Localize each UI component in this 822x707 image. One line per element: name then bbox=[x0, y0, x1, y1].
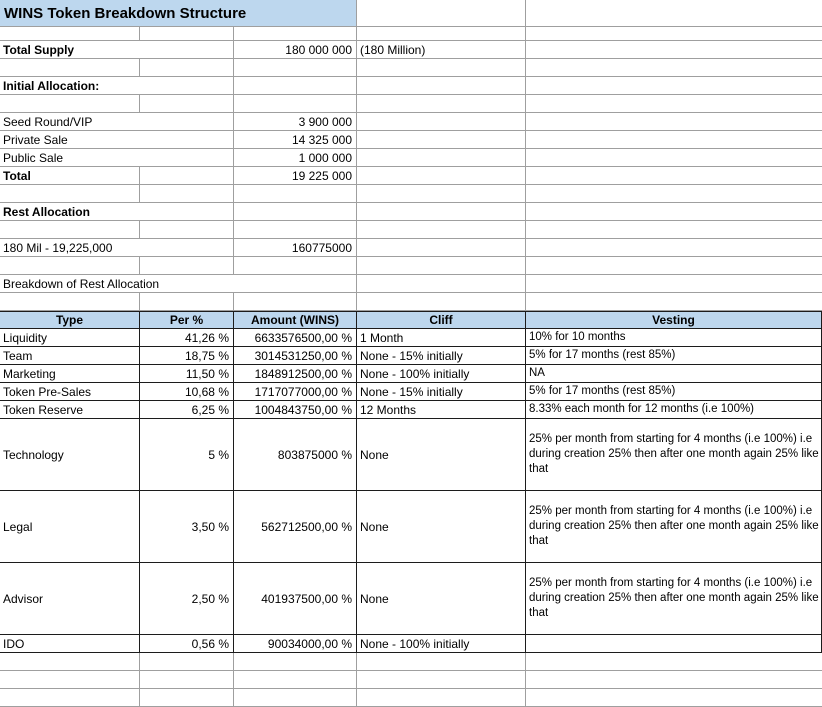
empty-cell[interactable] bbox=[526, 59, 822, 76]
public-sale-row bbox=[0, 149, 822, 167]
empty-cell[interactable] bbox=[234, 221, 357, 238]
seed-round-row bbox=[0, 113, 822, 131]
table-row bbox=[0, 563, 822, 635]
empty-row bbox=[0, 671, 822, 689]
rest-calc-row bbox=[0, 239, 822, 257]
per-cell[interactable]: 6,25 % bbox=[140, 401, 234, 418]
empty-cell[interactable] bbox=[0, 671, 140, 688]
cliff-cell[interactable]: None bbox=[357, 563, 526, 634]
breakdown-label[interactable]: Breakdown of Rest Allocation bbox=[0, 275, 357, 292]
type-cell[interactable]: Token Pre-Sales bbox=[0, 383, 140, 400]
empty-cell[interactable] bbox=[526, 41, 822, 58]
vesting-cell[interactable]: 25% per month from starting for 4 months (i.e 100%) i.e during creation 25% then after one month again 25% like that bbox=[526, 563, 822, 634]
per-cell[interactable]: 3,50 % bbox=[140, 491, 234, 562]
empty-cell[interactable] bbox=[526, 221, 822, 238]
per-cell[interactable]: 18,75 % bbox=[140, 347, 234, 364]
empty-cell[interactable] bbox=[357, 275, 526, 292]
per-cell[interactable]: 11,50 % bbox=[140, 365, 234, 382]
empty-cell[interactable] bbox=[357, 59, 526, 76]
empty-cell[interactable] bbox=[234, 203, 357, 220]
empty-cell[interactable] bbox=[0, 95, 140, 112]
empty-cell[interactable] bbox=[357, 689, 526, 706]
empty-cell[interactable] bbox=[234, 293, 357, 310]
empty-cell[interactable] bbox=[234, 653, 357, 670]
empty-row bbox=[0, 59, 822, 77]
type-cell[interactable]: Advisor bbox=[0, 563, 140, 634]
vesting-cell[interactable] bbox=[526, 635, 822, 652]
empty-cell[interactable] bbox=[0, 59, 140, 76]
empty-cell[interactable] bbox=[0, 185, 140, 202]
empty-cell[interactable] bbox=[234, 185, 357, 202]
cliff-cell[interactable]: None bbox=[357, 491, 526, 562]
empty-cell[interactable] bbox=[357, 257, 526, 274]
cliff-cell[interactable]: None - 15% initially bbox=[357, 383, 526, 400]
empty-cell[interactable] bbox=[357, 185, 526, 202]
empty-cell[interactable] bbox=[140, 27, 234, 40]
empty-cell[interactable] bbox=[0, 689, 140, 706]
cliff-cell[interactable]: 1 Month bbox=[357, 329, 526, 346]
empty-cell[interactable] bbox=[526, 653, 822, 670]
empty-cell[interactable] bbox=[526, 0, 822, 26]
type-cell[interactable]: Marketing bbox=[0, 365, 140, 382]
public-sale-label[interactable]: Public Sale bbox=[0, 149, 234, 166]
empty-cell[interactable] bbox=[140, 95, 234, 112]
amount-cell[interactable]: 1848912500,00 % bbox=[234, 365, 357, 382]
empty-cell[interactable] bbox=[526, 185, 822, 202]
empty-cell[interactable] bbox=[0, 653, 140, 670]
empty-cell[interactable] bbox=[526, 95, 822, 112]
empty-cell[interactable] bbox=[0, 27, 140, 40]
empty-cell[interactable] bbox=[140, 167, 234, 184]
empty-cell[interactable] bbox=[526, 275, 822, 292]
table-header-row bbox=[0, 311, 822, 329]
empty-row bbox=[0, 293, 822, 311]
table-row bbox=[0, 347, 822, 365]
cliff-cell[interactable]: None - 100% initially bbox=[357, 365, 526, 382]
empty-cell[interactable] bbox=[0, 293, 140, 310]
empty-cell[interactable] bbox=[357, 149, 526, 166]
empty-cell[interactable] bbox=[357, 221, 526, 238]
empty-cell[interactable] bbox=[357, 239, 526, 256]
amount-cell[interactable]: 1717077000,00 % bbox=[234, 383, 357, 400]
amount-cell[interactable]: 803875000 % bbox=[234, 419, 357, 490]
header-cliff[interactable]: Cliff bbox=[357, 312, 526, 328]
per-cell[interactable]: 2,50 % bbox=[140, 563, 234, 634]
vesting-cell[interactable]: 5% for 17 months (rest 85%) bbox=[526, 347, 822, 364]
allocation-table bbox=[0, 311, 822, 653]
empty-row bbox=[0, 95, 822, 113]
cliff-cell[interactable]: 12 Months bbox=[357, 401, 526, 418]
empty-cell[interactable] bbox=[234, 27, 357, 40]
initial-allocation-row bbox=[0, 77, 822, 95]
table-row bbox=[0, 365, 822, 383]
total-supply-note[interactable]: (180 Million) bbox=[357, 41, 526, 58]
empty-cell[interactable] bbox=[526, 239, 822, 256]
initial-allocation-label[interactable]: Initial Allocation: bbox=[0, 77, 234, 94]
empty-row bbox=[0, 689, 822, 707]
seed-round-value[interactable]: 3 900 000 bbox=[234, 113, 357, 130]
empty-cell[interactable] bbox=[234, 95, 357, 112]
empty-cell[interactable] bbox=[357, 95, 526, 112]
table-row bbox=[0, 329, 822, 347]
header-amount[interactable]: Amount (WINS) bbox=[234, 312, 357, 328]
empty-row bbox=[0, 257, 822, 275]
initial-total-row bbox=[0, 167, 822, 185]
empty-row bbox=[0, 185, 822, 203]
empty-cell[interactable] bbox=[526, 671, 822, 688]
per-cell[interactable]: 0,56 % bbox=[140, 635, 234, 652]
empty-cell[interactable] bbox=[526, 27, 822, 40]
cliff-cell[interactable]: None bbox=[357, 419, 526, 490]
empty-cell[interactable] bbox=[234, 257, 357, 274]
empty-cell[interactable] bbox=[0, 221, 140, 238]
empty-cell[interactable] bbox=[526, 113, 822, 130]
per-cell[interactable]: 41,26 % bbox=[140, 329, 234, 346]
total-supply-label[interactable]: Total Supply bbox=[0, 41, 234, 58]
rest-allocation-label[interactable]: Rest Allocation bbox=[0, 203, 234, 220]
seed-round-label[interactable]: Seed Round/VIP bbox=[0, 113, 234, 130]
table-row bbox=[0, 401, 822, 419]
initial-total-value[interactable]: 19 225 000 bbox=[234, 167, 357, 184]
empty-cell[interactable] bbox=[234, 671, 357, 688]
vesting-cell[interactable]: 10% for 10 months bbox=[526, 329, 822, 346]
rest-allocation-row bbox=[0, 203, 822, 221]
empty-cell[interactable] bbox=[526, 131, 822, 148]
empty-cell[interactable] bbox=[140, 293, 234, 310]
private-sale-label[interactable]: Private Sale bbox=[0, 131, 234, 148]
type-cell[interactable]: Liquidity bbox=[0, 329, 140, 346]
total-supply-row bbox=[0, 41, 822, 59]
cliff-cell[interactable]: None - 15% initially bbox=[357, 347, 526, 364]
empty-cell[interactable] bbox=[140, 671, 234, 688]
total-supply-value[interactable]: 180 000 000 bbox=[234, 41, 357, 58]
breakdown-label-row bbox=[0, 275, 822, 293]
initial-total-label[interactable]: Total bbox=[0, 167, 140, 184]
table-row bbox=[0, 419, 822, 491]
rest-calc-value[interactable]: 160775000 bbox=[234, 239, 357, 256]
rest-calc-label[interactable]: 180 Mil - 19,225,000 bbox=[0, 239, 234, 256]
empty-row bbox=[0, 653, 822, 671]
type-cell[interactable]: IDO bbox=[0, 635, 140, 652]
empty-cell[interactable] bbox=[0, 257, 140, 274]
per-cell[interactable]: 10,68 % bbox=[140, 383, 234, 400]
header-per[interactable]: Per % bbox=[140, 312, 234, 328]
empty-cell[interactable] bbox=[526, 203, 822, 220]
amount-cell[interactable]: 562712500,00 % bbox=[234, 491, 357, 562]
vesting-cell[interactable]: 25% per month from starting for 4 months (i.e 100%) i.e during creation 25% then after one month again 25% like that bbox=[526, 419, 822, 490]
table-row bbox=[0, 383, 822, 401]
empty-cell[interactable] bbox=[234, 77, 357, 94]
type-cell[interactable]: Team bbox=[0, 347, 140, 364]
empty-cell[interactable] bbox=[526, 293, 822, 310]
amount-cell[interactable]: 90034000,00 % bbox=[234, 635, 357, 652]
header-vesting[interactable]: Vesting bbox=[526, 312, 822, 328]
private-sale-value[interactable]: 14 325 000 bbox=[234, 131, 357, 148]
title-row bbox=[0, 0, 822, 27]
type-cell[interactable]: Token Reserve bbox=[0, 401, 140, 418]
empty-cell[interactable] bbox=[234, 59, 357, 76]
empty-cell[interactable] bbox=[140, 257, 234, 274]
empty-cell[interactable] bbox=[140, 221, 234, 238]
header-type[interactable]: Type bbox=[0, 312, 140, 328]
vesting-cell[interactable]: 8.33% each month for 12 months (i.e 100%) bbox=[526, 401, 822, 418]
empty-cell[interactable] bbox=[357, 27, 526, 40]
type-cell[interactable]: Legal bbox=[0, 491, 140, 562]
per-cell[interactable]: 5 % bbox=[140, 419, 234, 490]
empty-cell[interactable] bbox=[526, 167, 822, 184]
empty-cell[interactable] bbox=[357, 131, 526, 148]
private-sale-row bbox=[0, 131, 822, 149]
vesting-cell[interactable]: 5% for 17 months (rest 85%) bbox=[526, 383, 822, 400]
empty-cell[interactable] bbox=[357, 113, 526, 130]
vesting-cell[interactable]: NA bbox=[526, 365, 822, 382]
empty-cell[interactable] bbox=[526, 77, 822, 94]
empty-cell[interactable] bbox=[357, 671, 526, 688]
empty-row bbox=[0, 221, 822, 239]
type-cell[interactable]: Technology bbox=[0, 419, 140, 490]
empty-row bbox=[0, 27, 822, 41]
empty-cell[interactable] bbox=[526, 149, 822, 166]
empty-cell[interactable] bbox=[357, 653, 526, 670]
public-sale-value[interactable]: 1 000 000 bbox=[234, 149, 357, 166]
empty-cell[interactable] bbox=[140, 185, 234, 202]
empty-cell[interactable] bbox=[357, 167, 526, 184]
empty-cell[interactable] bbox=[357, 77, 526, 94]
table-row bbox=[0, 635, 822, 653]
empty-cell[interactable] bbox=[234, 689, 357, 706]
vesting-cell[interactable]: 25% per month from starting for 4 months (i.e 100%) i.e during creation 25% then after one month again 25% like that bbox=[526, 491, 822, 562]
empty-cell[interactable] bbox=[357, 293, 526, 310]
amount-cell[interactable]: 401937500,00 % bbox=[234, 563, 357, 634]
empty-cell[interactable] bbox=[140, 689, 234, 706]
empty-cell[interactable] bbox=[526, 257, 822, 274]
cliff-cell[interactable]: None - 100% initially bbox=[357, 635, 526, 652]
amount-cell[interactable]: 3014531250,00 % bbox=[234, 347, 357, 364]
sheet-title: WINS Token Breakdown Structure bbox=[0, 0, 357, 26]
empty-cell[interactable] bbox=[140, 653, 234, 670]
table-row bbox=[0, 491, 822, 563]
amount-cell[interactable]: 1004843750,00 % bbox=[234, 401, 357, 418]
empty-cell[interactable] bbox=[140, 59, 234, 76]
empty-cell[interactable] bbox=[357, 0, 526, 26]
empty-cell[interactable] bbox=[526, 689, 822, 706]
empty-cell[interactable] bbox=[357, 203, 526, 220]
amount-cell[interactable]: 6633576500,00 % bbox=[234, 329, 357, 346]
